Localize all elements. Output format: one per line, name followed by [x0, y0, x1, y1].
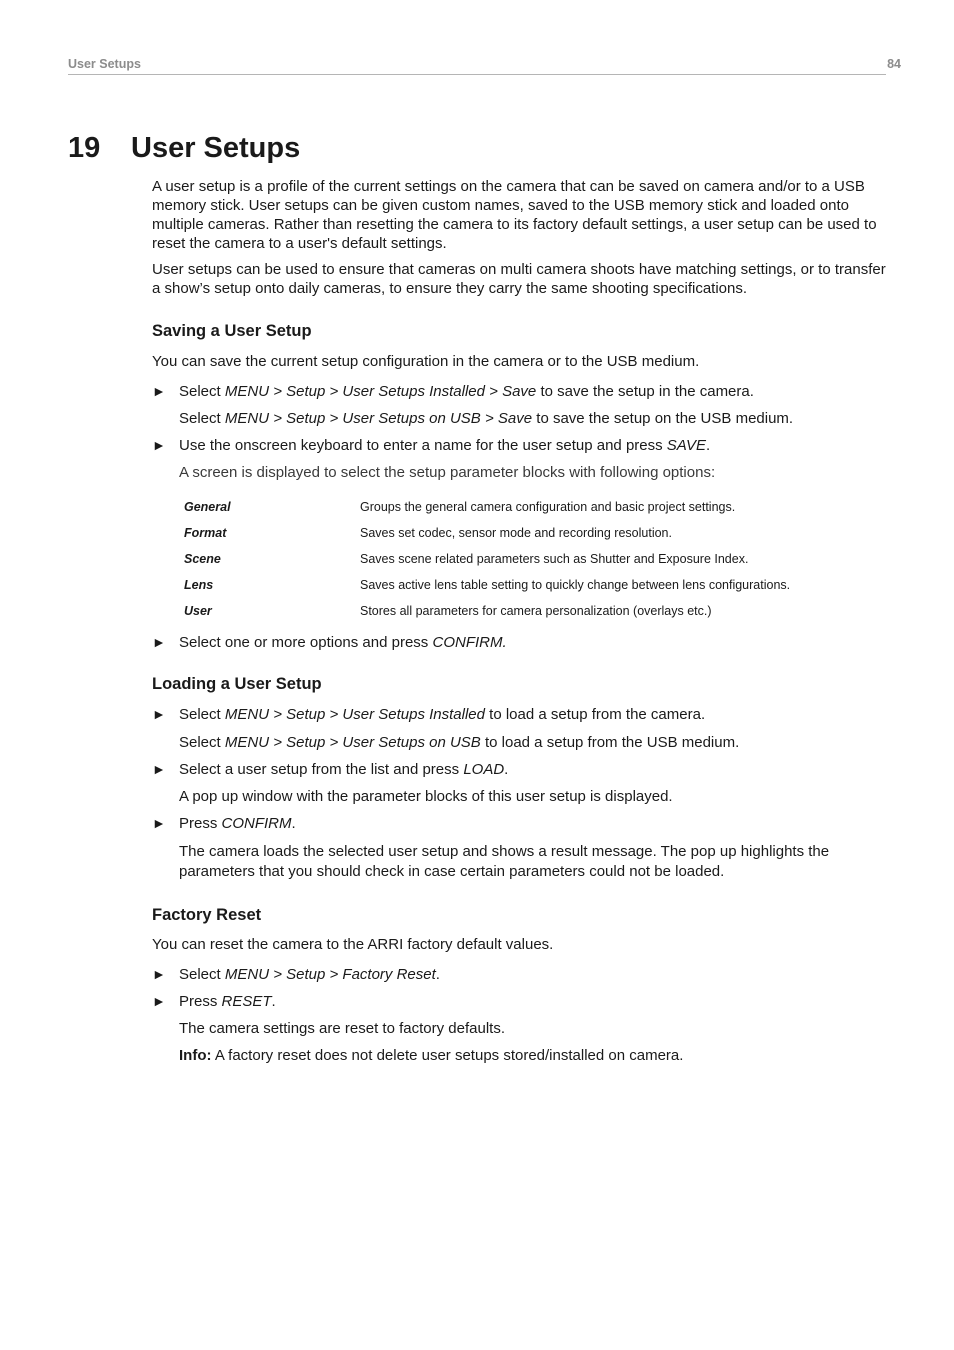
list-item-detail: The camera settings are reset to factory defaults. — [179, 1020, 505, 1037]
option-description: Saves active lens table setting to quickly change between lens configurations. — [360, 577, 791, 592]
bullet-arrow-icon: ► — [152, 437, 166, 453]
page-content — [152, 177, 887, 1065]
option-name: Format — [184, 525, 227, 540]
option-name: Scene — [184, 551, 221, 566]
bullet-arrow-icon: ► — [152, 761, 166, 777]
intro-paragraph: User setups can be used to ensure that cameras on multi camera shoots have matching settings, or to transfer a show’s setup onto daily cameras, to ensure they carry the same shooting specifications. — [152, 261, 886, 297]
list-item-detail: The camera loads the selected user setup and shows a result message. The pop up highlights the parameters that you should check in case certain parameters could not be loaded. — [179, 843, 830, 880]
key-label: RESET — [221, 993, 272, 1010]
option-name: User — [184, 603, 212, 618]
list-item: ► Select one or more options and press CONFIRM. — [152, 634, 507, 651]
table-row — [179, 598, 839, 624]
chapter-heading — [68, 132, 300, 165]
key-label: LOAD — [463, 761, 505, 778]
header-divider — [68, 74, 886, 75]
chapter-number: 19 — [68, 132, 101, 164]
table-row — [179, 520, 839, 546]
info-note: Info: A factory reset does not delete user setups stored/installed on camera. — [179, 1047, 684, 1064]
key-label: CONFIRM — [221, 815, 292, 832]
list-item-detail: A pop up window with the parameter blocks of this user setup is displayed. — [179, 788, 673, 805]
bullet-arrow-icon: ► — [152, 634, 166, 650]
menu-path: MENU > Setup > User Setups on USB — [224, 734, 481, 751]
menu-path: MENU > Setup > Factory Reset — [224, 966, 436, 983]
menu-path: MENU > Setup > User Setups Installed > Save — [224, 383, 537, 400]
key-label: SAVE — [666, 437, 706, 454]
menu-path: MENU > Setup > User Setups on USB > Save — [224, 410, 533, 427]
option-name: General — [184, 499, 231, 514]
section-heading-loading: Loading a User Setup — [152, 675, 322, 693]
list-item: ► Select MENU > Setup > User Setups Installed to load a setup from the camera. — [152, 706, 706, 723]
bullet-arrow-icon: ► — [152, 993, 166, 1009]
list-item-detail: Select MENU > Setup > User Setups on USB to load a setup from the USB medium. — [179, 734, 740, 751]
option-name: Lens — [184, 577, 214, 592]
section-heading-factory-reset: Factory Reset — [152, 906, 262, 924]
list-item: ► Select a user setup from the list and press LOAD. — [152, 761, 509, 778]
menu-path: MENU > Setup > User Setups Installed — [224, 706, 485, 723]
running-header-section: User Setups — [68, 57, 141, 71]
option-description: Stores all parameters for camera personalization (overlays etc.) — [360, 603, 712, 618]
option-description: Saves scene related parameters such as Shutter and Exposure Index. — [360, 551, 749, 566]
list-item: ► Press CONFIRM. — [152, 815, 296, 832]
option-description: Saves set codec, sensor mode and recording resolution. — [360, 525, 672, 540]
options-table — [179, 494, 839, 624]
table-row — [179, 546, 839, 572]
saving-intro: You can save the current setup configuration in the camera or to the USB medium. — [152, 353, 700, 370]
factory-intro: You can reset the camera to the ARRI factory default values. — [152, 936, 554, 953]
intro-paragraph: A user setup is a profile of the current settings on the camera that can be saved on camera and/or to a USB memory stick. User setups can be given custom names, saved to the USB memory stick and loaded onto multiple cameras. Rather than resetting the camera to its factory default settings, a user setup can be used to reset the camera to a user's default settings. — [152, 178, 877, 252]
bullet-arrow-icon: ► — [152, 383, 166, 399]
bullet-arrow-icon: ► — [152, 706, 166, 722]
bullet-arrow-icon: ► — [152, 966, 166, 982]
list-item: ► Select MENU > Setup > User Setups Installed > Save to save the setup in the camera. — [152, 383, 754, 400]
table-row — [179, 572, 839, 598]
list-item: ► Use the onscreen keyboard to enter a name for the user setup and press SAVE. — [152, 437, 711, 454]
bullet-arrow-icon: ► — [152, 815, 166, 831]
list-item: ► Select MENU > Setup > Factory Reset. — [152, 966, 440, 983]
chapter-title: User Setups — [131, 132, 301, 164]
option-description: Groups the general camera configuration and basic project settings. — [360, 499, 736, 514]
key-label: CONFIRM. — [432, 634, 507, 651]
list-item: ► Press RESET. — [152, 993, 276, 1010]
list-item-detail: Select MENU > Setup > User Setups on USB > Save to save the setup on the USB medium. — [179, 410, 794, 427]
list-item-detail: A screen is displayed to select the setup parameter blocks with following options: — [179, 464, 716, 481]
section-heading-saving: Saving a User Setup — [152, 322, 312, 340]
page-number: 84 — [887, 57, 901, 71]
table-row — [179, 494, 839, 520]
info-label: Info: — [179, 1047, 212, 1064]
